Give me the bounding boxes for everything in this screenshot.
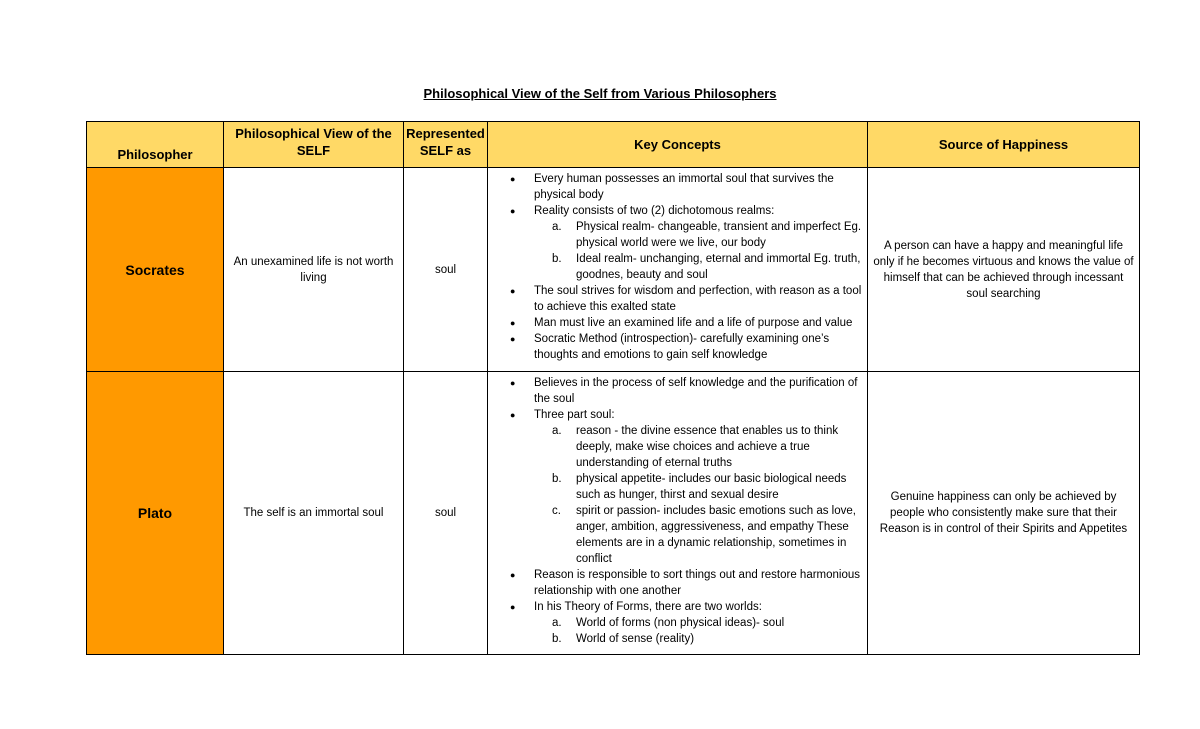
source-of-happiness: A person can have a happy and meaningful life only if he becomes virtuous and knows the value of himself that can be achieved through incessant soul searching (868, 168, 1140, 372)
subitem-text: reason - the divine essence that enables us to think deeply, make wise choices and achieve a true understanding of eternal truths (576, 425, 839, 469)
concept-sublist (510, 423, 863, 567)
concept-text: The soul strives for wisdom and perfection, with reason as a tool to achieve this exalted state (534, 285, 862, 313)
source-of-happiness: Genuine happiness can only be achieved by people who consistently make sure that their Reason is in control of their Spirits and Appetites (868, 372, 1140, 655)
subitem-marker: a. (552, 221, 562, 233)
table-row (87, 372, 1140, 655)
philosopher-name: Socrates (87, 168, 224, 372)
header-view: Philosophical View of the SELF (224, 122, 404, 168)
concept-text: Three part soul: (534, 409, 615, 421)
concept-text: Socratic Method (introspection)- carefully examining one’s thoughts and emotions to gain self knowledge (534, 333, 830, 361)
concept-item (510, 283, 863, 315)
philosophical-view: An unexamined life is not worth living (224, 168, 404, 372)
table-row (87, 168, 1140, 372)
concept-subitem (510, 503, 863, 567)
subitem-marker: a. (552, 617, 562, 629)
key-concepts (488, 168, 868, 372)
header-represented: Represented SELF as (404, 122, 488, 168)
concept-list (510, 375, 863, 647)
header-key-concepts: Key Concepts (488, 122, 868, 168)
concept-sublist (510, 615, 863, 647)
subitem-marker: a. (552, 425, 562, 437)
concept-text: Believes in the process of self knowledge and the purification of the soul (534, 377, 858, 405)
concept-subitem (510, 631, 863, 647)
concept-item (510, 407, 863, 423)
subitem-marker: b. (552, 633, 562, 645)
represented-self: soul (404, 372, 488, 655)
header-row (87, 122, 1140, 168)
subitem-text: physical appetite- includes our basic biological needs such as hunger, thirst and sexual desire (576, 473, 847, 501)
header-source-of-happiness: Source of Happiness (868, 122, 1140, 168)
key-concepts (488, 372, 868, 655)
concept-text: Every human possesses an immortal soul that survives the physical body (534, 173, 834, 201)
philosophers-table (86, 121, 1140, 655)
subitem-text: World of forms (non physical ideas)- soul (576, 617, 785, 629)
concept-text: Reality consists of two (2) dichotomous realms: (534, 205, 775, 217)
concept-sublist (510, 219, 863, 283)
concept-subitem (510, 615, 863, 631)
concept-item (510, 171, 863, 203)
subitem-text: World of sense (reality) (576, 633, 695, 645)
concept-item (510, 567, 863, 599)
page-title: Philosophical View of the Self from Various Philosophers (423, 86, 777, 101)
concept-subitem (510, 471, 863, 503)
concept-item (510, 599, 863, 615)
concept-item (510, 331, 863, 363)
represented-self: soul (404, 168, 488, 372)
concept-subitem (510, 423, 863, 471)
subitem-text: spirit or passion- includes basic emotions such as love, anger, ambition, aggressiveness, and empathy These elements are in a dynamic relationship, sometimes in conflict (576, 505, 856, 565)
philosophical-view: The self is an immortal soul (224, 372, 404, 655)
concept-text: Reason is responsible to sort things out and restore harmonious relationship with one another (534, 569, 861, 597)
concept-item (510, 203, 863, 219)
concept-item (510, 375, 863, 407)
concept-text: Man must live an examined life and a life of purpose and value (534, 317, 853, 329)
concept-subitem (510, 251, 863, 283)
subitem-marker: c. (552, 505, 561, 517)
concept-subitem (510, 219, 863, 251)
subitem-text: Ideal realm- unchanging, eternal and immortal Eg. truth, goodnes, beauty and soul (576, 253, 861, 281)
philosopher-name: Plato (87, 372, 224, 655)
subitem-marker: b. (552, 253, 562, 265)
concept-item (510, 315, 863, 331)
subitem-text: Physical realm- changeable, transient and imperfect Eg. physical world were we live, our body (576, 221, 862, 249)
concept-list (510, 171, 863, 363)
subitem-marker: b. (552, 473, 562, 485)
header-philosopher: Philosopher (87, 122, 224, 168)
concept-text: In his Theory of Forms, there are two worlds: (534, 601, 762, 613)
